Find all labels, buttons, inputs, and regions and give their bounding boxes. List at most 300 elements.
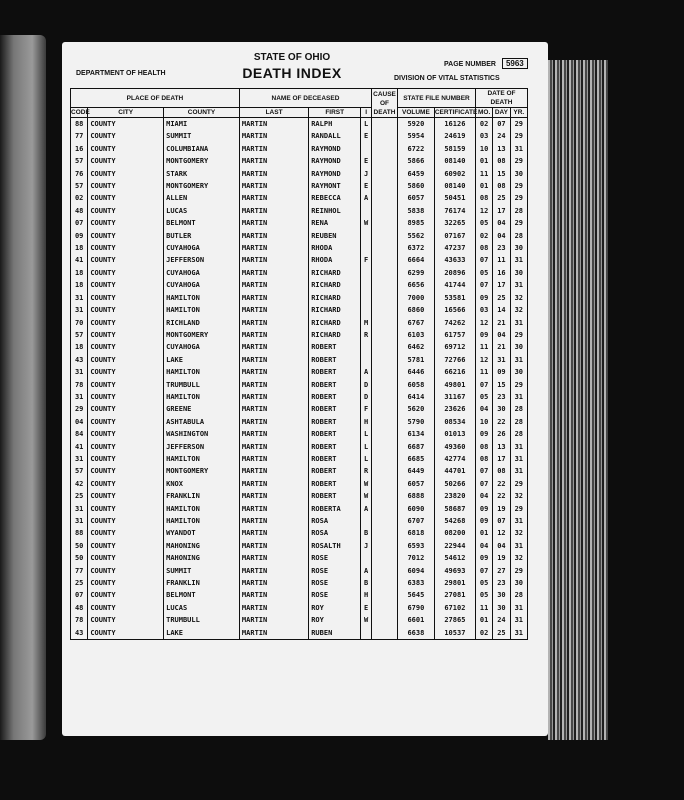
day-cell: 23	[493, 391, 510, 403]
year-cell: 32	[510, 292, 527, 304]
cause-cell	[372, 552, 398, 564]
table-row	[71, 416, 528, 428]
first-name-cell: RANDALL	[309, 130, 361, 142]
certificate-cell: 27865	[434, 614, 475, 626]
month-cell: 09	[475, 515, 492, 527]
certificate-cell: 58159	[434, 143, 475, 155]
last-name-cell: MARTIN	[239, 143, 308, 155]
day-cell: 12	[493, 527, 510, 539]
last-name-cell: MARTIN	[239, 217, 308, 229]
code-cell: 88	[71, 118, 88, 131]
initial-cell	[361, 354, 372, 366]
code-cell: 57	[71, 155, 88, 167]
city-cell: COUNTY	[88, 242, 164, 254]
table-row	[71, 217, 528, 229]
day-cell: 15	[493, 379, 510, 391]
year-cell: 31	[510, 254, 527, 266]
last-name-cell: MARTIN	[239, 292, 308, 304]
month-cell: 12	[475, 317, 492, 329]
cause-cell	[372, 168, 398, 180]
cause-cell	[372, 540, 398, 552]
month-cell: 07	[475, 565, 492, 577]
initial-cell: A	[361, 503, 372, 515]
day-cell: 17	[493, 279, 510, 291]
first-name-cell: RHODA	[309, 254, 361, 266]
city-cell: COUNTY	[88, 552, 164, 564]
year-cell: 28	[510, 205, 527, 217]
county-cell: SUMMIT	[164, 565, 240, 577]
month-cell: 02	[475, 118, 492, 131]
table-row	[71, 143, 528, 155]
cause-cell	[372, 441, 398, 453]
county-cell: MONTGOMERY	[164, 155, 240, 167]
table-row	[71, 391, 528, 403]
table-row	[71, 540, 528, 552]
day-cell: 23	[493, 242, 510, 254]
day-cell: 13	[493, 143, 510, 155]
month-cell: 01	[475, 614, 492, 626]
page-number-box	[444, 58, 528, 69]
page-title: DEATH INDEX	[242, 65, 342, 81]
city-cell: COUNTY	[88, 602, 164, 614]
volume-cell: 6860	[398, 304, 435, 316]
county-cell: WYANDOT	[164, 527, 240, 539]
table-row	[71, 441, 528, 453]
table-row	[71, 292, 528, 304]
volume-cell: 6888	[398, 490, 435, 502]
year-cell: 29	[510, 130, 527, 142]
certificate-cell: 74262	[434, 317, 475, 329]
volume-cell: 6818	[398, 527, 435, 539]
day-cell: 25	[493, 627, 510, 640]
first-name-cell: ROSE	[309, 565, 361, 577]
city-cell: COUNTY	[88, 304, 164, 316]
initial-cell: W	[361, 614, 372, 626]
cause-cell	[372, 403, 398, 415]
day-cell: 04	[493, 540, 510, 552]
county-cell: COLUMBIANA	[164, 143, 240, 155]
volume-cell: 6656	[398, 279, 435, 291]
last-name-cell: MARTIN	[239, 589, 308, 601]
cause-cell	[372, 527, 398, 539]
last-name-cell: MARTIN	[239, 254, 308, 266]
county-cell: MONTGOMERY	[164, 329, 240, 341]
year-cell: 28	[510, 416, 527, 428]
day-cell: 08	[493, 155, 510, 167]
first-name-cell: ROSE	[309, 589, 361, 601]
code-cell: 43	[71, 627, 88, 640]
initial-cell	[361, 552, 372, 564]
certificate-cell: 29801	[434, 577, 475, 589]
first-name-cell: RHODA	[309, 242, 361, 254]
first-name-cell: RALPH	[309, 118, 361, 131]
code-cell: 07	[71, 217, 88, 229]
table-row	[71, 503, 528, 515]
first-name-cell: RICHARD	[309, 267, 361, 279]
city-cell: COUNTY	[88, 503, 164, 515]
day-cell: 22	[493, 416, 510, 428]
certificate-cell: 49801	[434, 379, 475, 391]
code-cell: 18	[71, 279, 88, 291]
code-cell: 78	[71, 614, 88, 626]
book-page-edges	[548, 60, 608, 740]
code-cell: 18	[71, 267, 88, 279]
last-name-cell: MARTIN	[239, 118, 308, 131]
first-name-cell: ROBERT	[309, 354, 361, 366]
code-cell: 77	[71, 565, 88, 577]
last-name-cell: MARTIN	[239, 329, 308, 341]
day-cell: 21	[493, 317, 510, 329]
volume-cell: 5866	[398, 155, 435, 167]
day-cell: 27	[493, 565, 510, 577]
initial-cell	[361, 304, 372, 316]
volume-cell: 5620	[398, 403, 435, 415]
table-row	[71, 428, 528, 440]
last-name-cell: MARTIN	[239, 602, 308, 614]
certificate-cell: 08140	[434, 155, 475, 167]
first-name-cell: ROBERT	[309, 379, 361, 391]
certificate-cell: 67102	[434, 602, 475, 614]
volume-cell: 6057	[398, 192, 435, 204]
certificate-cell: 42774	[434, 453, 475, 465]
table-row	[71, 627, 528, 640]
county-cell: HAMILTON	[164, 453, 240, 465]
cause-cell	[372, 354, 398, 366]
table-row	[71, 180, 528, 192]
initial-cell: F	[361, 254, 372, 266]
certificate-cell: 20896	[434, 267, 475, 279]
county-cell: RICHLAND	[164, 317, 240, 329]
table-row	[71, 230, 528, 242]
volume-cell: 6707	[398, 515, 435, 527]
table-row	[71, 490, 528, 502]
page-number-label: PAGE NUMBER	[444, 61, 496, 68]
first-name-cell: ROSA	[309, 527, 361, 539]
county-cell: CUYAHOGA	[164, 267, 240, 279]
volume-cell: 5838	[398, 205, 435, 217]
city-cell: COUNTY	[88, 478, 164, 490]
code-cell: 31	[71, 304, 88, 316]
day-cell: 17	[493, 205, 510, 217]
year-cell: 30	[510, 242, 527, 254]
certificate-cell: 41744	[434, 279, 475, 291]
table-row	[71, 527, 528, 539]
first-name-cell: ROBERT	[309, 441, 361, 453]
month-cell: 03	[475, 130, 492, 142]
code-cell: 29	[71, 403, 88, 415]
year-cell: 31	[510, 391, 527, 403]
day-cell: 26	[493, 428, 510, 440]
certificate-cell: 31167	[434, 391, 475, 403]
first-name-cell: ROSA	[309, 515, 361, 527]
day-cell: 22	[493, 490, 510, 502]
year-cell: 30	[510, 341, 527, 353]
city-cell: COUNTY	[88, 168, 164, 180]
code-header: CODE	[71, 109, 90, 116]
city-cell: COUNTY	[88, 527, 164, 539]
last-name-cell: MARTIN	[239, 180, 308, 192]
month-cell: 05	[475, 577, 492, 589]
city-header: CITY	[88, 108, 164, 118]
initial-cell: B	[361, 577, 372, 589]
cause-cell	[372, 192, 398, 204]
first-name-cell: ROBERT	[309, 453, 361, 465]
volume-cell: 5645	[398, 589, 435, 601]
last-name-cell: MARTIN	[239, 192, 308, 204]
day-cell: 04	[493, 329, 510, 341]
certificate-cell: 32265	[434, 217, 475, 229]
volume-cell: 8985	[398, 217, 435, 229]
code-cell: 42	[71, 478, 88, 490]
code-cell: 02	[71, 192, 88, 204]
volume-cell: 6593	[398, 540, 435, 552]
last-name-cell: MARTIN	[239, 366, 308, 378]
month-cell: 10	[475, 416, 492, 428]
code-cell: 50	[71, 540, 88, 552]
cause-cell	[372, 329, 398, 341]
initial-cell: D	[361, 391, 372, 403]
table-row	[71, 267, 528, 279]
name-of-deceased-header: NAME OF DECEASED	[239, 89, 371, 108]
initial-cell: E	[361, 130, 372, 142]
last-name-header: LAST	[239, 108, 308, 118]
city-cell: COUNTY	[88, 441, 164, 453]
county-cell: HAMILTON	[164, 503, 240, 515]
certificate-cell: 23820	[434, 490, 475, 502]
county-cell: MONTGOMERY	[164, 180, 240, 192]
county-cell: HAMILTON	[164, 515, 240, 527]
initial-cell: A	[361, 192, 372, 204]
year-cell: 32	[510, 552, 527, 564]
day-cell: 19	[493, 552, 510, 564]
initial-cell: F	[361, 403, 372, 415]
volume-cell: 6687	[398, 441, 435, 453]
initial-cell: B	[361, 527, 372, 539]
certificate-cell: 08140	[434, 180, 475, 192]
year-cell: 29	[510, 329, 527, 341]
table-row	[71, 379, 528, 391]
day-cell: 16	[493, 267, 510, 279]
city-cell: COUNTY	[88, 205, 164, 217]
code-cell: 04	[71, 416, 88, 428]
county-cell: GREENE	[164, 403, 240, 415]
last-name-cell: MARTIN	[239, 354, 308, 366]
day-cell: 14	[493, 304, 510, 316]
month-cell: 12	[475, 354, 492, 366]
table-row	[71, 168, 528, 180]
last-name-cell: MARTIN	[239, 465, 308, 477]
table-row	[71, 329, 528, 341]
initial-header: I	[361, 108, 372, 118]
month-cell: 09	[475, 428, 492, 440]
year-cell: 31	[510, 540, 527, 552]
county-cell: ALLEN	[164, 192, 240, 204]
city-cell: COUNTY	[88, 391, 164, 403]
county-cell: FRANKLIN	[164, 490, 240, 502]
county-cell: MAHONING	[164, 552, 240, 564]
code-cell: 48	[71, 205, 88, 217]
volume-cell: 6685	[398, 453, 435, 465]
year-cell: 30	[510, 267, 527, 279]
city-cell: COUNTY	[88, 267, 164, 279]
initial-cell	[361, 143, 372, 155]
certificate-cell: 16126	[434, 118, 475, 131]
month-cell: 04	[475, 540, 492, 552]
month-cell: 12	[475, 205, 492, 217]
initial-cell: D	[361, 379, 372, 391]
code-cell: 41	[71, 254, 88, 266]
month-cell: 01	[475, 180, 492, 192]
initial-cell	[361, 515, 372, 527]
certificate-cell: 61757	[434, 329, 475, 341]
code-cell: 84	[71, 428, 88, 440]
cause-cell	[372, 627, 398, 640]
first-name-cell: RUBEN	[309, 627, 361, 640]
city-cell: COUNTY	[88, 130, 164, 142]
date-of-death-header: DATE OF DEATH	[475, 89, 527, 108]
city-cell: COUNTY	[88, 366, 164, 378]
month-cell: 07	[475, 465, 492, 477]
certificate-cell: 44701	[434, 465, 475, 477]
city-cell: COUNTY	[88, 515, 164, 527]
code-cell: 50	[71, 552, 88, 564]
code-cell: 57	[71, 180, 88, 192]
cause-cell	[372, 379, 398, 391]
code-cell: 18	[71, 242, 88, 254]
city-cell: COUNTY	[88, 403, 164, 415]
initial-cell	[361, 230, 372, 242]
code-cell: 31	[71, 515, 88, 527]
city-cell: COUNTY	[88, 428, 164, 440]
city-cell: COUNTY	[88, 540, 164, 552]
certificate-cell: 23626	[434, 403, 475, 415]
volume-cell: 7012	[398, 552, 435, 564]
code-cell: 16	[71, 143, 88, 155]
county-cell: JEFFERSON	[164, 441, 240, 453]
city-cell: COUNTY	[88, 292, 164, 304]
initial-cell: R	[361, 329, 372, 341]
cause-cell	[372, 130, 398, 142]
month-cell: 05	[475, 589, 492, 601]
table-row	[71, 354, 528, 366]
volume-cell: 6449	[398, 465, 435, 477]
year-cell: 28	[510, 589, 527, 601]
county-cell: MONTGOMERY	[164, 465, 240, 477]
table-row	[71, 614, 528, 626]
cause-cell	[372, 267, 398, 279]
month-cell: 11	[475, 341, 492, 353]
table-row	[71, 602, 528, 614]
table-row	[71, 453, 528, 465]
code-cell: 43	[71, 354, 88, 366]
first-name-cell: REINHOL	[309, 205, 361, 217]
table-row	[71, 366, 528, 378]
certificate-cell: 47237	[434, 242, 475, 254]
initial-cell	[361, 279, 372, 291]
first-name-cell: ROBERT	[309, 428, 361, 440]
year-cell: 29	[510, 379, 527, 391]
last-name-cell: MARTIN	[239, 552, 308, 564]
volume-cell: 5781	[398, 354, 435, 366]
city-cell: COUNTY	[88, 565, 164, 577]
certificate-cell: 76174	[434, 205, 475, 217]
code-cell: 48	[71, 602, 88, 614]
table-row	[71, 552, 528, 564]
day-cell: 21	[493, 341, 510, 353]
year-cell: 29	[510, 565, 527, 577]
table-row	[71, 205, 528, 217]
year-cell: 31	[510, 465, 527, 477]
month-cell: 08	[475, 242, 492, 254]
year-cell: 30	[510, 168, 527, 180]
month-cell: 09	[475, 503, 492, 515]
city-cell: COUNTY	[88, 329, 164, 341]
month-cell: 07	[475, 254, 492, 266]
table-row	[71, 118, 528, 131]
certificate-cell: 43633	[434, 254, 475, 266]
day-cell: 30	[493, 403, 510, 415]
certificate-cell: 01013	[434, 428, 475, 440]
year-cell: 31	[510, 627, 527, 640]
volume-cell: 5790	[398, 416, 435, 428]
city-cell: COUNTY	[88, 230, 164, 242]
county-cell: CUYAHOGA	[164, 341, 240, 353]
last-name-cell: MARTIN	[239, 341, 308, 353]
last-name-cell: MARTIN	[239, 490, 308, 502]
city-cell: COUNTY	[88, 465, 164, 477]
day-cell: 24	[493, 130, 510, 142]
day-cell: 15	[493, 168, 510, 180]
volume-cell: 6722	[398, 143, 435, 155]
last-name-cell: MARTIN	[239, 515, 308, 527]
code-cell: 09	[71, 230, 88, 242]
death-index-table	[70, 88, 528, 640]
year-cell: 31	[510, 515, 527, 527]
code-cell: 31	[71, 391, 88, 403]
last-name-cell: MARTIN	[239, 503, 308, 515]
county-cell: LAKE	[164, 627, 240, 640]
city-cell: COUNTY	[88, 354, 164, 366]
city-cell: COUNTY	[88, 143, 164, 155]
volume-cell: 6767	[398, 317, 435, 329]
month-cell: 11	[475, 366, 492, 378]
county-cell: KNOX	[164, 478, 240, 490]
adjacent-page-edge	[0, 35, 46, 740]
day-cell: 30	[493, 602, 510, 614]
cause-cell	[372, 143, 398, 155]
division-label: DIVISION OF VITAL STATISTICS	[394, 75, 500, 82]
initial-cell: L	[361, 428, 372, 440]
certificate-cell: 07167	[434, 230, 475, 242]
certificate-cell: 10537	[434, 627, 475, 640]
initial-cell: J	[361, 168, 372, 180]
volume-cell: 5562	[398, 230, 435, 242]
initial-cell: H	[361, 416, 372, 428]
year-cell: 31	[510, 143, 527, 155]
first-name-cell: RICHARD	[309, 329, 361, 341]
table-row	[71, 317, 528, 329]
state-label: STATE OF OHIO	[253, 52, 331, 63]
first-name-cell: ROY	[309, 614, 361, 626]
cause-cell	[372, 565, 398, 577]
certificate-cell: 66216	[434, 366, 475, 378]
code-cell: 57	[71, 465, 88, 477]
first-name-cell: RICHARD	[309, 317, 361, 329]
table-row	[71, 515, 528, 527]
certificate-cell: 69712	[434, 341, 475, 353]
county-cell: BUTLER	[164, 230, 240, 242]
table-row	[71, 577, 528, 589]
